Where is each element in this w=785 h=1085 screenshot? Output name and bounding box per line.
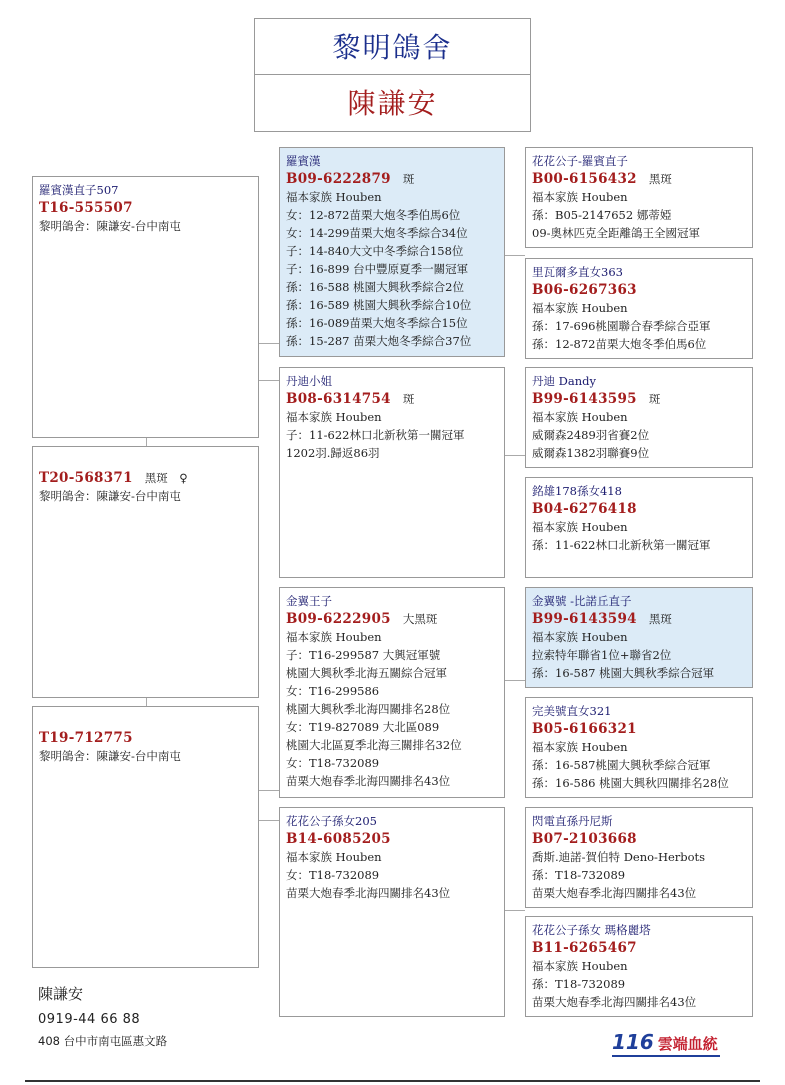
logo-text: 雲端血統	[657, 1035, 718, 1053]
ring-line	[532, 170, 746, 188]
ring-number: B99-6143595	[532, 391, 637, 407]
detail-line: 桃園大興秋季北海五關綜合冠軍	[286, 666, 447, 680]
detail-line: 拉索特年聯省1位+聯省2位	[532, 648, 672, 662]
detail-line: 福本家族 Houben	[532, 190, 628, 204]
ring-number: T16-555507	[39, 200, 133, 216]
ring-line	[532, 610, 746, 628]
detail-line: 黎明鴿舍：陳謙安-台中南屯	[39, 489, 181, 503]
detail-line: 苗栗大炮春季北海四關排名43位	[286, 774, 451, 788]
color-sex: 斑	[648, 392, 661, 406]
detail-line: 子：11-622林口北新秋第一關冠軍	[286, 428, 465, 442]
detail-line: 子：T16-299587 大興冠軍號	[286, 648, 441, 662]
ring-line	[286, 390, 498, 408]
detail-line: 1202羽.歸返86羽	[286, 446, 380, 460]
detail-line: 孫：16-587 桃園大興秋季綜合冠軍	[532, 666, 715, 680]
color-sex: 黑斑 ♀	[144, 471, 188, 485]
detail-line: 桃園大北區夏季北海三關排名32位	[286, 738, 462, 752]
loft-title: 黎明鴿舍	[254, 18, 531, 75]
detail-line: 福本家族 Houben	[532, 520, 628, 534]
ring-line	[39, 469, 252, 487]
ancestor-box-3	[525, 367, 753, 468]
grandsire-box-2	[279, 587, 505, 798]
ring-line	[532, 720, 746, 738]
ring-number: B09-6222905	[286, 611, 391, 627]
logo-underline	[612, 1055, 720, 1057]
detail-line: 孫：15-287 苗栗大炮冬季綜合37位	[286, 334, 472, 348]
ring-line	[532, 830, 746, 848]
detail-line: 孫：16-589 桃園大興秋季綜合10位	[286, 298, 472, 312]
ring-number: T20-568371	[39, 470, 133, 486]
granddam-box	[279, 367, 505, 578]
ancestor-box-4	[525, 477, 753, 578]
detail-line: 孫：17-696桃園聯合春季綜合亞軍	[532, 319, 711, 333]
detail-line: 苗栗大炮春季北海四關排名43位	[532, 886, 697, 900]
detail-line: 孫：T18-732089	[532, 868, 626, 882]
granddam-box-2	[279, 807, 505, 1017]
owner-title: 陳謙安	[254, 74, 531, 132]
ancestor-box-6	[525, 697, 753, 798]
detail-line: 福本家族 Houben	[286, 630, 382, 644]
detail-line: 女：14-299苗栗大炮冬季綜合34位	[286, 226, 468, 240]
detail-line: 孫：B05-2147652 娜蒂婭	[532, 208, 672, 222]
detail-line: 福本家族 Houben	[532, 740, 628, 754]
detail-line: 福本家族 Houben	[286, 190, 382, 204]
ring-number: B99-6143594	[532, 611, 637, 627]
detail-line: 孫：16-587桃園大興秋季綜合冠軍	[532, 758, 711, 772]
color-sex: 斑	[402, 172, 415, 186]
ring-line	[286, 170, 498, 188]
detail-line: 子：14-840大文中冬季綜合158位	[286, 244, 464, 258]
sire-box	[32, 176, 259, 438]
ring-line	[532, 939, 746, 957]
ring-line	[532, 390, 746, 408]
connector	[259, 790, 279, 791]
ring-number: B14-6085205	[286, 831, 391, 847]
detail-line: 桃園大興秋季北海四關排名28位	[286, 702, 451, 716]
bird-name: 銘雄178孫女418	[532, 484, 622, 498]
connector	[505, 455, 525, 456]
ring-line	[39, 729, 252, 747]
detail-line: 孫：16-588 桃園大興秋季綜合2位	[286, 280, 464, 294]
detail-line: 福本家族 Houben	[532, 301, 628, 315]
ring-number: B06-6267363	[532, 282, 637, 298]
ring-number: B07-2103668	[532, 831, 637, 847]
detail-line: 09-奧林匹克全距離鴿王全國冠軍	[532, 226, 701, 240]
detail-line: 黎明鴿舍：陳謙安-台中南屯	[39, 219, 181, 233]
detail-line: 女：T16-299586	[286, 684, 380, 698]
ancestor-box-1	[525, 147, 753, 248]
ring-number: B04-6276418	[532, 501, 637, 517]
detail-line: 子：16-899 台中豐原夏季一關冠軍	[286, 262, 469, 276]
detail-line: 喬斯.迪諾-賀伯特 Deno-Herbots	[532, 850, 706, 864]
ancestor-box-8	[525, 916, 753, 1017]
detail-line: 女：12-872苗栗大炮冬季伯馬6位	[286, 208, 461, 222]
connector	[259, 820, 279, 821]
detail-line: 福本家族 Houben	[532, 959, 628, 973]
bottom-divider	[25, 1080, 760, 1082]
ring-line	[532, 281, 746, 299]
detail-line: 孫：16-089苗栗大炮冬季綜合15位	[286, 316, 468, 330]
bird-name: 羅賓漢直子507	[39, 183, 119, 197]
bird-name: 金翼王子	[286, 594, 332, 608]
color-sex: 黑斑	[648, 612, 672, 626]
detail-line: 福本家族 Houben	[286, 410, 382, 424]
bird-name: 完美號直女321	[532, 704, 612, 718]
bird-name: 花花公子-羅賓直子	[532, 154, 628, 168]
dam-box	[32, 446, 259, 698]
color-sex: 大黑斑	[402, 612, 438, 626]
detail-line: 苗栗大炮春季北海四關排名43位	[532, 995, 697, 1009]
connector	[259, 343, 279, 344]
bird-name: 花花公子孫女 瑪格麗塔	[532, 923, 651, 937]
detail-line: 苗栗大炮春季北海四關排名43位	[286, 886, 451, 900]
owner-address: 408 台中市南屯區惠文路	[38, 1034, 168, 1048]
owner-contact	[38, 983, 167, 1049]
ring-number: B08-6314754	[286, 391, 391, 407]
ring-number: T19-712775	[39, 730, 133, 746]
detail-line: 福本家族 Houben	[286, 850, 382, 864]
detail-line: 女：T18-732089	[286, 756, 380, 770]
ring-line	[286, 610, 498, 628]
ring-line	[286, 830, 498, 848]
ancestor-box-5	[525, 587, 753, 688]
owner-name: 陳謙安	[38, 985, 84, 1003]
detail-line: 福本家族 Houben	[532, 630, 628, 644]
bird-name: 里瓦爾多直女363	[532, 265, 623, 279]
logo-number: 116	[612, 1030, 654, 1054]
detail-line: 女：T19-827089 大北區089	[286, 720, 440, 734]
detail-line: 威爾森1382羽聯賽9位	[532, 446, 650, 460]
detail-line: 女：T18-732089	[286, 868, 380, 882]
bird-name: 丹迪 Dandy	[532, 374, 596, 388]
color-sex: 黑斑	[648, 172, 672, 186]
detail-line: 孫：12-872苗栗大炮冬季伯馬6位	[532, 337, 707, 351]
connector	[505, 910, 525, 911]
bird-name: 花花公子孫女205	[286, 814, 377, 828]
detail-line: 威爾森2489羽省賽2位	[532, 428, 650, 442]
ancestor-box-7	[525, 807, 753, 908]
color-sex: 斑	[402, 392, 415, 406]
bird-name: 丹迪小姐	[286, 374, 332, 388]
ring-line	[39, 199, 252, 217]
bird-name: 閃電直孫丹尼斯	[532, 814, 613, 828]
dam-sire-box	[32, 706, 259, 968]
bird-name: 金翼號 -比諾丘直子	[532, 594, 632, 608]
brand-logo	[612, 1030, 718, 1054]
connector	[259, 380, 279, 381]
detail-line: 黎明鴿舍：陳謙安-台中南屯	[39, 749, 181, 763]
ring-line	[532, 500, 746, 518]
ancestor-box-2	[525, 258, 753, 359]
detail-line: 福本家族 Houben	[532, 410, 628, 424]
detail-line: 孫：11-622林口北新秋第一關冠軍	[532, 538, 711, 552]
grandsire-box	[279, 147, 505, 357]
ring-number: B00-6156432	[532, 171, 637, 187]
bird-name: 羅賓漢	[286, 154, 321, 168]
connector	[505, 255, 525, 256]
connector	[505, 680, 525, 681]
owner-phone: 0919-44 66 88	[38, 1012, 141, 1027]
ring-number: B11-6265467	[532, 940, 637, 956]
detail-line: 孫：16-586 桃園大興秋四關排名28位	[532, 776, 729, 790]
ring-number: B09-6222879	[286, 171, 391, 187]
ring-number: B05-6166321	[532, 721, 637, 737]
detail-line: 孫：T18-732089	[532, 977, 626, 991]
